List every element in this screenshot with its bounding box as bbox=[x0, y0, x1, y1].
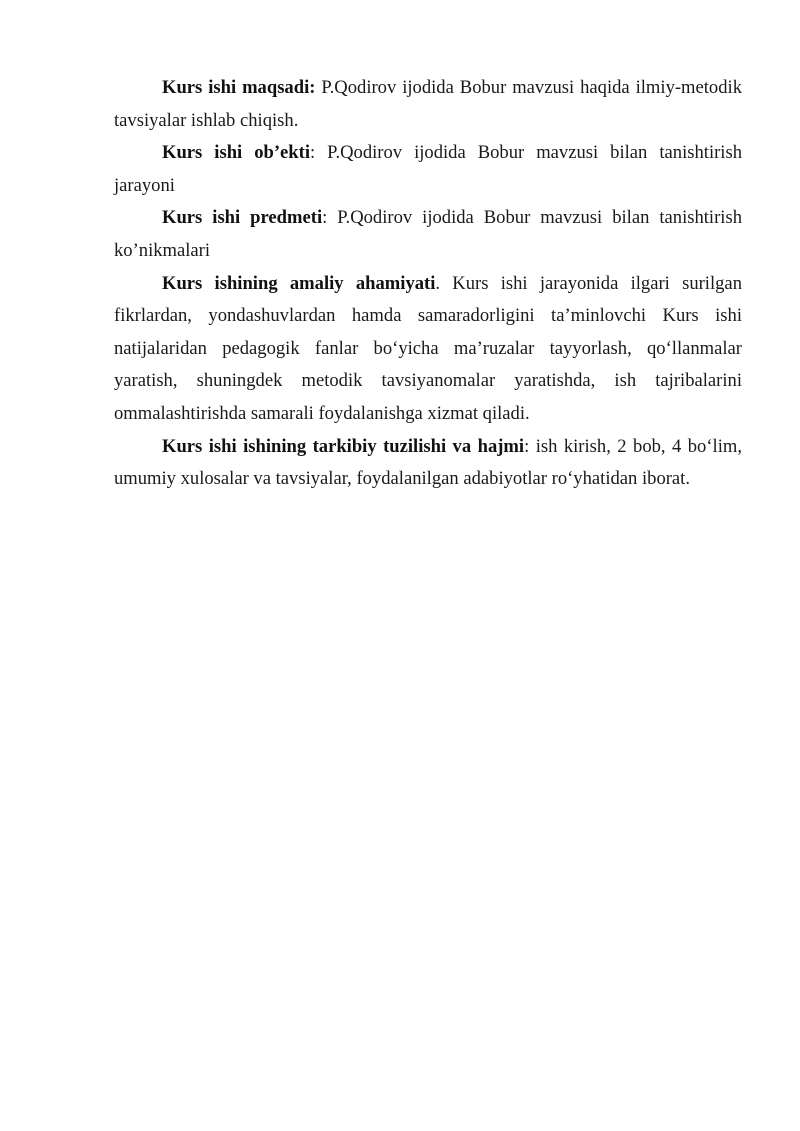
paragraph-object-text: : P.Qodirov ijodida Bobur mavzusi bilan tanishtirish jarayoni bbox=[114, 142, 742, 196]
paragraph-subject-text: : P.Qodirov ijodida Bobur mavzusi bilan tanishtirish ko’nikmalari bbox=[114, 207, 742, 261]
paragraph-subject-heading: Kurs ishi predmeti bbox=[162, 207, 323, 229]
paragraph-significance-heading: Kurs ishining amaliy ahamiyati bbox=[162, 272, 436, 294]
paragraph-significance-text: . Kurs ishi jarayonida ilgari surilgan fikrlardan, yondashuvlardan hamda samaradorligini ta’minlovchi Kurs ishi natijalaridan pedagogik fanlar bo‘yicha ma’ruzalar tayyorlash, qo‘llanmalar yaratish, shuningdek metodik tavsiyanomalar yaratishda, ish tajribalarini ommalashtirishda samarali foydalanishga xizmat qiladi. bbox=[114, 272, 742, 424]
paragraph-structure bbox=[114, 431, 742, 496]
paragraph-object bbox=[114, 137, 742, 202]
paragraph-structure-heading: Kurs ishi ishining tarkibiy tuzilishi va hajmi bbox=[162, 435, 525, 457]
paragraph-goal bbox=[114, 72, 742, 137]
paragraph-goal-text: P.Qodirov ijodida Bobur mavzusi haqida ilmiy-metodik tavsiyalar ishlab chiqish. bbox=[114, 77, 742, 131]
paragraph-subject bbox=[114, 202, 742, 267]
paragraph-significance bbox=[114, 268, 742, 431]
paragraph-structure-text: : ish kirish, 2 bob, 4 bo‘lim, umumiy xulosalar va tavsiyalar, foydalanilgan adabiyotlar ro‘yhatidan iborat. bbox=[114, 435, 742, 490]
paragraph-object-heading: Kurs ishi ob’ekti bbox=[162, 142, 310, 164]
document-body bbox=[114, 72, 742, 496]
paragraph-goal-heading: Kurs ishi maqsadi: bbox=[162, 77, 316, 98]
